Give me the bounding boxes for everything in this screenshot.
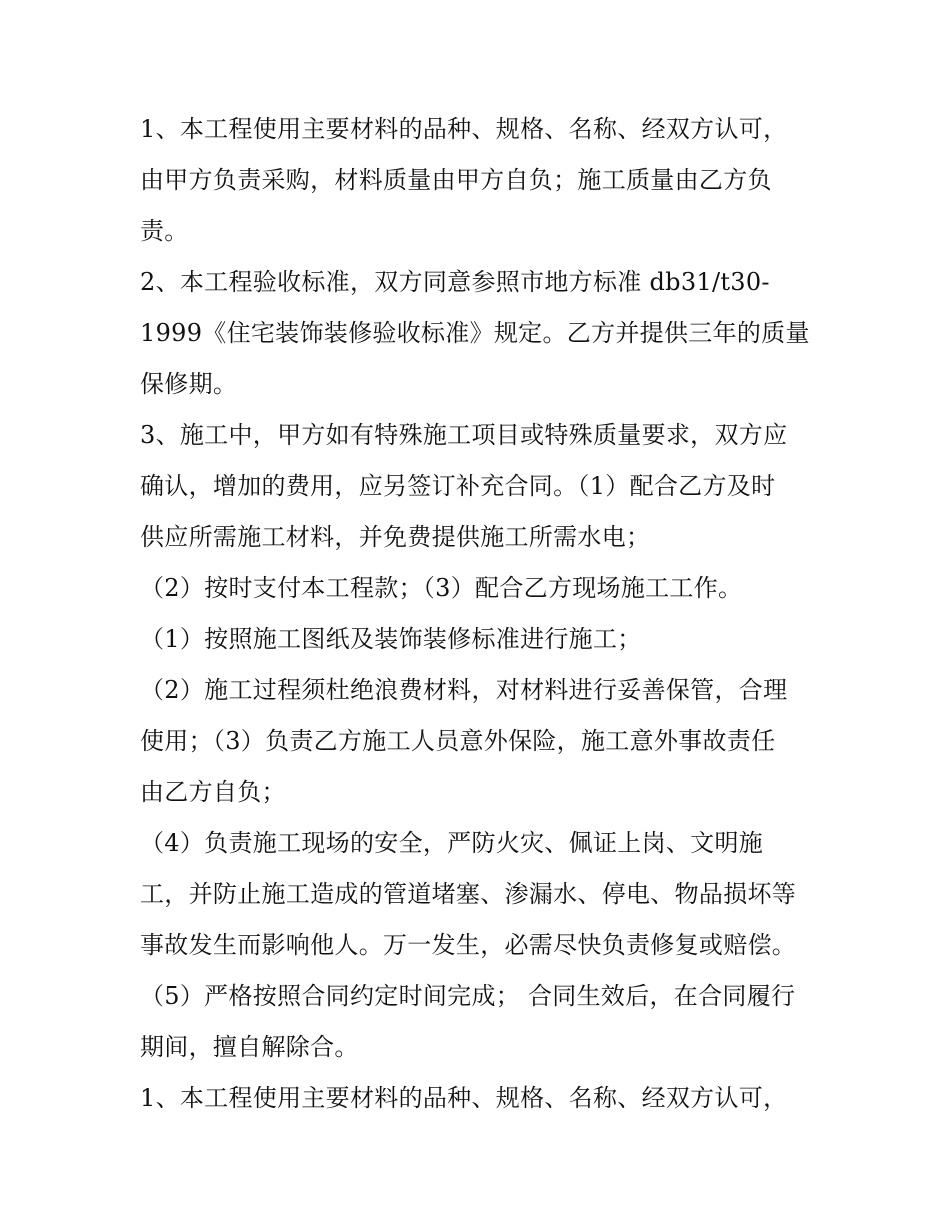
text-line: （5）严格按照合同约定时间完成； 合同生效后，在合同履行 [140,982,796,1010]
text-line: 供应所需施工材料，并免费提供施工所需水电； [140,523,651,551]
text-line: 事故发生而影响他人。万一发生，必需尽快负责修复或赔偿。 [140,931,797,959]
text-line: 期间，擅自解除合。 [140,1033,359,1061]
text-line: 3、施工中，甲方如有特殊施工项目或特殊质量要求，双方应 [140,421,788,449]
document-body [140,104,820,1124]
text-line: 责。 [140,217,189,245]
text-line: 由甲方负责采购，材料质量由甲方自负；施工质量由乙方负 [140,166,772,194]
text-line: 1999《住宅装饰装修验收标准》规定。乙方并提供三年的质量 [140,319,810,347]
text-line: 1、本工程使用主要材料的品种、规格、名称、经双方认可， [140,1084,788,1112]
text-line: 1、本工程使用主要材料的品种、规格、名称、经双方认可， [140,115,788,143]
text-line: 工，并防止施工造成的管道堵塞、渗漏水、停电、物品损坏等 [140,880,797,908]
text-line: 由乙方自负； [140,778,286,806]
text-line: 保修期。 [140,370,238,398]
text-line: 确认，增加的费用，应另签订补充合同。（1）配合乙方及时 [140,472,776,500]
text-line: （1）按照施工图纸及装饰装修标准进行施工； [140,625,642,653]
text-line: 2、本工程验收标准，双方同意参照市地方标准 db31/t30- [140,268,770,296]
text-line: 使用；（3）负责乙方施工人员意外保险，施工意外事故责任 [140,727,776,755]
text-line: （4）负责施工现场的安全，严防火灾、佩证上岗、文明施 [140,829,764,857]
text-line: （2）按时支付本工程款；（3）配合乙方现场施工工作。 [140,574,743,602]
text-line: （2）施工过程须杜绝浪费材料，对材料进行妥善保管，合理 [140,676,788,704]
